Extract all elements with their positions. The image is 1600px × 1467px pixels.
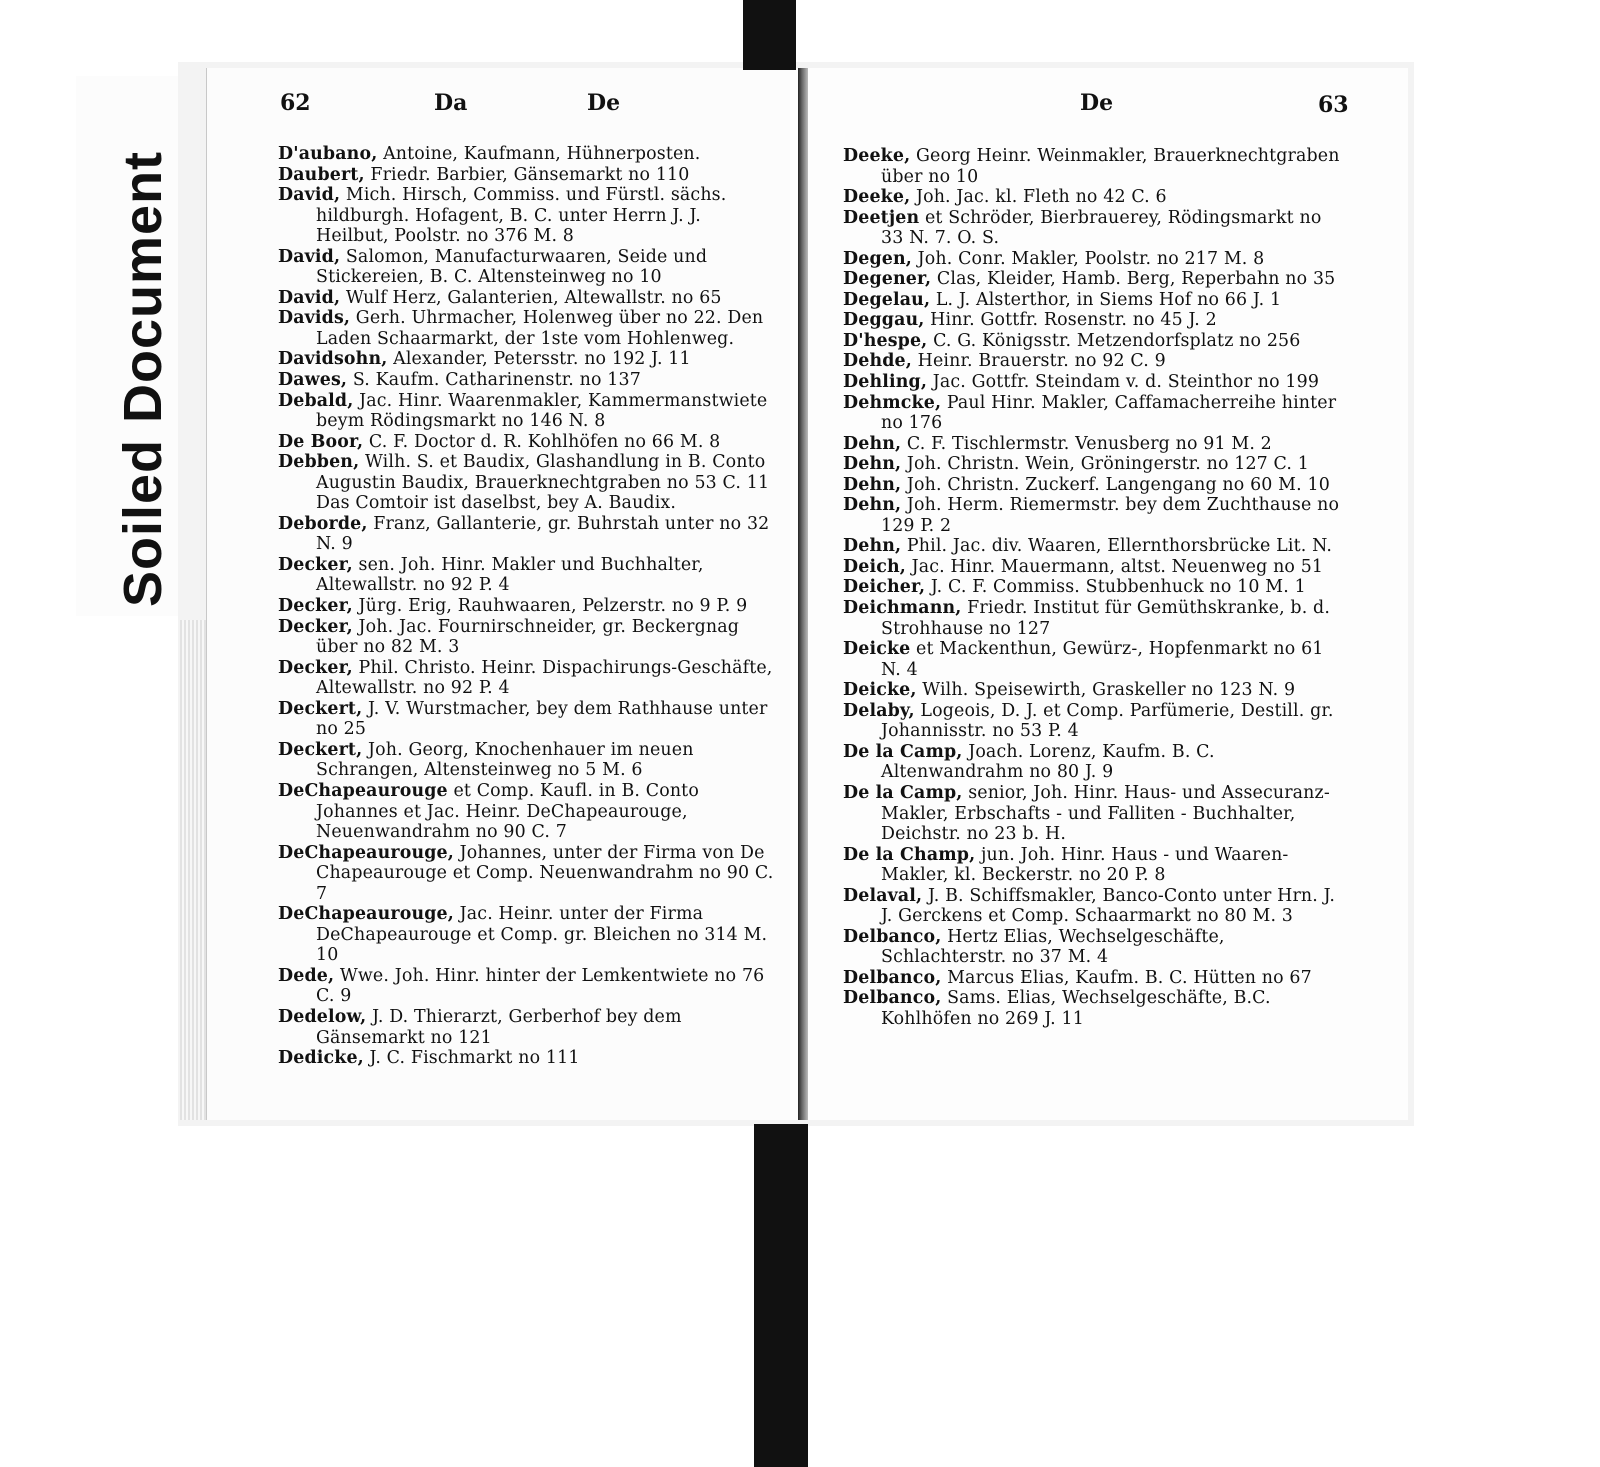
directory-entry bbox=[843, 372, 1349, 393]
entry-name: Dehn, bbox=[843, 433, 902, 454]
entry-name: Davids, bbox=[278, 308, 351, 329]
binding-clip-top bbox=[743, 0, 796, 70]
entry-name: De la Champ, bbox=[843, 844, 976, 865]
directory-entry bbox=[278, 144, 778, 165]
entry-name: Daubert, bbox=[278, 164, 365, 185]
entry-name: D'aubano, bbox=[278, 144, 378, 164]
entry-name: Debben, bbox=[278, 452, 360, 473]
soiled-document-label: Soiled Document bbox=[113, 150, 173, 607]
entry-details: Antoine, Kaufmann, Hühnerposten. bbox=[377, 144, 701, 164]
directory-entry bbox=[843, 886, 1349, 927]
entry-name: Delbanco, bbox=[843, 926, 942, 947]
directory-entry bbox=[843, 742, 1349, 783]
entry-name: Dehn, bbox=[843, 536, 902, 557]
entry-name: David, bbox=[278, 287, 341, 308]
right-page-number: 63 bbox=[1318, 92, 1349, 118]
entry-details: Friedr. Barbier, Gänsemarkt no 110 bbox=[364, 164, 690, 185]
entry-details: C. G. Königsstr. Metzendorfsplatz no 256 bbox=[927, 330, 1301, 351]
entry-details: J. C. F. Commiss. Stubbenhuck no 10 M. 1 bbox=[925, 577, 1306, 598]
entry-name: David, bbox=[278, 246, 341, 267]
directory-entry bbox=[278, 165, 778, 186]
entry-details: Jac. Hinr. Mauermann, altst. Neuenweg no 51 bbox=[905, 556, 1324, 577]
entry-details: Hinr. Gottfr. Rosenstr. no 45 J. 2 bbox=[924, 310, 1217, 331]
entry-name: Dehling, bbox=[843, 372, 928, 393]
directory-entry bbox=[278, 843, 778, 905]
left-guide-word-end: De bbox=[587, 90, 621, 116]
entry-name: Deborde, bbox=[278, 513, 368, 534]
directory-entry bbox=[278, 288, 778, 309]
entry-details: et Comp. Kaufl. in B. Conto Johannes et Jac. Heinr. DeChapeaurouge, Neuenwandrahm no 90 C. 7 bbox=[316, 780, 699, 843]
directory-entry bbox=[843, 393, 1349, 434]
entry-name: D'hespe, bbox=[843, 330, 928, 351]
directory-entry bbox=[843, 434, 1349, 455]
directory-entry bbox=[843, 475, 1349, 496]
entry-name: Davidsohn, bbox=[278, 349, 388, 370]
entry-name: Delbanco, bbox=[843, 967, 942, 988]
entry-details: Joh. Christn. Wein, Gröningerstr. no 127 C. 1 bbox=[901, 454, 1309, 475]
directory-entry bbox=[843, 845, 1349, 886]
entry-name: Decker, bbox=[278, 657, 353, 678]
entry-name: De la Camp, bbox=[843, 741, 963, 762]
entry-details: S. Kaufm. Catharinenstr. no 137 bbox=[347, 370, 641, 391]
entry-name: Deichmann, bbox=[843, 598, 962, 619]
entry-name: Dehde, bbox=[843, 351, 912, 372]
directory-entry bbox=[278, 617, 778, 658]
directory-entry bbox=[843, 310, 1349, 331]
entry-details: Clas, Kleider, Hamb. Berg, Reperbahn no 35 bbox=[931, 269, 1336, 290]
entry-details: J. C. Fischmarkt no 111 bbox=[363, 1048, 580, 1069]
book-gutter bbox=[798, 68, 808, 1120]
entry-details: C. F. Doctor d. R. Kohlhöfen no 66 M. 8 bbox=[363, 431, 721, 452]
entry-name: Deckert, bbox=[278, 739, 363, 760]
entry-details: Joh. Georg, Knochenhauer im neuen Schrangen, Altensteinweg no 5 M. 6 bbox=[316, 739, 694, 781]
entry-details: Joach. Lorenz, Kaufm. B. C. Altenwandrahm no 80 J. 9 bbox=[881, 741, 1215, 783]
directory-entry bbox=[278, 1048, 778, 1069]
left-page-number: 62 bbox=[280, 90, 311, 116]
directory-entry bbox=[278, 596, 778, 617]
right-directory-entries bbox=[843, 146, 1349, 1030]
entry-name: Dehn, bbox=[843, 474, 902, 495]
directory-entry bbox=[278, 966, 778, 1007]
entry-name: Debald, bbox=[278, 390, 354, 411]
entry-details: Jac. Hinr. Waarenmakler, Kammermanstwiete beym Rödingsmarkt no 146 N. 8 bbox=[316, 390, 768, 432]
directory-entry bbox=[278, 740, 778, 781]
entry-details: et Mackenthun, Gewürz-, Hopfenmarkt no 61 N. 4 bbox=[881, 639, 1324, 680]
entry-name: David, bbox=[278, 185, 341, 206]
directory-entry bbox=[843, 639, 1349, 680]
entry-details: Sams. Elias, Wechselgeschäfte, B.C. Kohlhöfen no 269 J. 11 bbox=[881, 988, 1271, 1029]
entry-details: Wilh. S. et Baudix, Glashandlung in B. Conto Augustin Baudix, Brauerknechtgraben no 53 C. 11 Das Comtoir ist daselbst, bey A. Baudix. bbox=[316, 452, 770, 514]
entry-details: sen. Joh. Hinr. Makler und Buchhalter, Altewallstr. no 92 P. 4 bbox=[316, 554, 704, 596]
entry-name: Deich, bbox=[843, 556, 906, 577]
entry-details: Franz, Gallanterie, gr. Buhrstah unter no 32 N. 9 bbox=[316, 513, 770, 555]
entry-details: Alexander, Petersstr. no 192 J. 11 bbox=[387, 349, 691, 370]
entry-details: Paul Hinr. Makler, Caffamacherreihe hinter no 176 bbox=[881, 392, 1337, 434]
entry-name: Deetjen bbox=[843, 207, 920, 228]
entry-details: Joh. Herm. Riemermstr. bey dem Zuchthause no 129 P. 2 bbox=[881, 495, 1340, 536]
directory-entry bbox=[843, 536, 1349, 557]
directory-entry bbox=[843, 249, 1349, 270]
entry-name: Dawes, bbox=[278, 370, 348, 391]
entry-name: Deeke, bbox=[843, 187, 911, 208]
entry-details: L. J. Alsterthor, in Siems Hof no 66 J. 1 bbox=[930, 289, 1282, 310]
entry-name: Deicher, bbox=[843, 577, 926, 598]
directory-entry bbox=[843, 208, 1349, 249]
entry-details: J. V. Wurstmacher, bey dem Rathhause unter no 25 bbox=[316, 698, 768, 740]
entry-details: C. F. Tischlermstr. Venusberg no 91 M. 2 bbox=[901, 433, 1272, 454]
entry-name: Degelau, bbox=[843, 289, 931, 310]
entry-details: Wilh. Speisewirth, Graskeller no 123 N. 9 bbox=[916, 680, 1296, 701]
entry-name: Degen, bbox=[843, 248, 912, 269]
directory-entry bbox=[278, 391, 778, 432]
entry-name: Deicke, bbox=[843, 680, 917, 701]
directory-entry bbox=[843, 187, 1349, 208]
entry-details: senior, Joh. Hinr. Haus- und Assecuranz-Makler, Erbschafts - und Falliten - Buchhalter, Deichstr. no 23 b. H. bbox=[881, 782, 1330, 845]
directory-entry bbox=[843, 331, 1349, 352]
directory-entry bbox=[278, 185, 778, 247]
entry-details: Wwe. Joh. Hinr. hinter der Lemkentwiete no 76 C. 9 bbox=[316, 965, 765, 1007]
directory-entry bbox=[278, 432, 778, 453]
directory-entry bbox=[843, 351, 1349, 372]
entry-name: Dede, bbox=[278, 965, 335, 986]
left-directory-entries bbox=[278, 144, 778, 1069]
entry-details: Marcus Elias, Kaufm. B. C. Hütten no 67 bbox=[941, 967, 1312, 988]
page-edges bbox=[180, 620, 206, 1120]
entry-name: Dehn, bbox=[843, 495, 902, 516]
directory-entry bbox=[278, 370, 778, 391]
entry-name: Decker, bbox=[278, 596, 353, 617]
entry-details: Joh. Conr. Makler, Poolstr. no 217 M. 8 bbox=[911, 248, 1265, 269]
entry-name: De la Camp, bbox=[843, 782, 963, 803]
entry-details: Joh. Jac. Fournirschneider, gr. Beckergnag über no 82 M. 3 bbox=[316, 616, 740, 658]
directory-entry bbox=[278, 904, 778, 966]
entry-name: Deeke, bbox=[843, 146, 911, 166]
directory-entry bbox=[843, 598, 1349, 639]
entry-details: Joh. Christn. Zuckerf. Langengang no 60 M. 10 bbox=[901, 474, 1330, 495]
directory-entry bbox=[843, 454, 1349, 475]
entry-details: Logeois, D. J. et Comp. Parfümerie, Destill. gr. Johannisstr. no 53 P. 4 bbox=[881, 700, 1334, 742]
right-guide-word: De bbox=[1080, 90, 1114, 116]
directory-entry bbox=[278, 658, 778, 699]
entry-name: DeChapeaurouge, bbox=[278, 842, 454, 863]
entry-details: Gerh. Uhrmacher, Holenweg über no 22. Den Laden Schaarmarkt, der 1ste vom Hohlenweg. bbox=[316, 308, 764, 349]
directory-entry bbox=[278, 514, 778, 555]
entry-name: DeChapeaurouge bbox=[278, 780, 448, 801]
entry-name: Dedicke, bbox=[278, 1048, 364, 1069]
entry-details: Friedr. Institut für Gemüthskranke, b. d. Strohhause no 127 bbox=[881, 598, 1331, 639]
entry-details: Phil. Jac. div. Waaren, Ellernthorsbrücke Lit. N. bbox=[901, 536, 1333, 557]
binding-clip-bottom bbox=[754, 1124, 808, 1467]
entry-name: Degener, bbox=[843, 269, 932, 290]
directory-entry bbox=[843, 968, 1349, 989]
entry-details: Johannes, unter der Firma von De Chapeaurouge et Comp. Neuenwandrahm no 90 C. 7 bbox=[316, 842, 774, 904]
entry-details: J. D. Thierarzt, Gerberhof bey dem Gänsemarkt no 121 bbox=[316, 1006, 682, 1048]
directory-entry bbox=[278, 781, 778, 843]
entry-details: jun. Joh. Hinr. Haus - und Waaren-Makler, kl. Beckerstr. no 20 P. 8 bbox=[881, 844, 1289, 886]
directory-entry bbox=[278, 699, 778, 740]
entry-name: Deicke bbox=[843, 639, 911, 660]
entry-name: DeChapeaurouge, bbox=[278, 904, 454, 925]
directory-entry bbox=[278, 349, 778, 370]
directory-entry bbox=[843, 290, 1349, 311]
entry-name: Dehmcke, bbox=[843, 392, 942, 413]
directory-entry bbox=[843, 783, 1349, 845]
directory-entry bbox=[843, 927, 1349, 968]
entry-details: Jac. Gottfr. Steindam v. d. Steinthor no 199 bbox=[927, 372, 1320, 393]
entry-details: Jürg. Erig, Rauhwaaren, Pelzerstr. no 9 P. 9 bbox=[352, 596, 748, 617]
directory-entry bbox=[843, 701, 1349, 742]
entry-name: Decker, bbox=[278, 554, 353, 575]
entry-details: et Schröder, Bierbrauerey, Rödingsmarkt no 33 N. 7. O. S. bbox=[881, 207, 1322, 249]
entry-name: Deckert, bbox=[278, 698, 363, 719]
directory-entry bbox=[278, 1007, 778, 1048]
entry-details: Hertz Elias, Wechselgeschäfte, Schlachterstr. no 37 M. 4 bbox=[881, 926, 1225, 968]
entry-details: Joh. Jac. kl. Fleth no 42 C. 6 bbox=[910, 187, 1167, 208]
entry-name: Deggau, bbox=[843, 310, 925, 331]
entry-details: Georg Heinr. Weinmakler, Brauerknechtgraben über no 10 bbox=[881, 146, 1340, 187]
directory-entry bbox=[843, 680, 1349, 701]
directory-entry bbox=[843, 988, 1349, 1029]
left-guide-word-start: Da bbox=[434, 90, 468, 116]
directory-entry bbox=[843, 146, 1349, 187]
entry-name: De Boor, bbox=[278, 431, 364, 452]
entry-name: Delaval, bbox=[843, 885, 923, 906]
directory-entry bbox=[278, 452, 778, 514]
directory-entry bbox=[278, 308, 778, 349]
entry-details: Salomon, Manufacturwaaren, Seide und Stickereien, B. C. Altensteinweg no 10 bbox=[316, 246, 708, 288]
directory-entry bbox=[843, 577, 1349, 598]
entry-name: Dedelow, bbox=[278, 1006, 367, 1027]
entry-details: Wulf Herz, Galanterien, Altewallstr. no 65 bbox=[340, 287, 722, 308]
entry-details: Jac. Heinr. unter der Firma DeChapeaurouge et Comp. gr. Bleichen no 314 M. 10 bbox=[316, 904, 768, 966]
entry-name: Decker, bbox=[278, 616, 353, 637]
entry-details: Mich. Hirsch, Commiss. und Fürstl. sächs. hildburgh. Hofagent, B. C. unter Herrn J. J. Heilbut, Poolstr. no 376 M. 8 bbox=[316, 185, 727, 247]
entry-name: Delaby, bbox=[843, 700, 915, 721]
directory-entry bbox=[843, 495, 1349, 536]
directory-entry bbox=[843, 557, 1349, 578]
directory-entry bbox=[278, 247, 778, 288]
entry-name: Delbanco, bbox=[843, 988, 942, 1009]
entry-details: J. B. Schiffsmakler, Banco-Conto unter Hrn. J. J. Gerckens et Comp. Schaarmarkt no 80 M. 3 bbox=[881, 885, 1336, 927]
directory-entry bbox=[843, 269, 1349, 290]
directory-entry bbox=[278, 555, 778, 596]
entry-name: Dehn, bbox=[843, 454, 902, 475]
entry-details: Phil. Christo. Heinr. Dispachirungs-Geschäfte, Altewallstr. no 92 P. 4 bbox=[316, 657, 773, 699]
entry-details: Heinr. Brauerstr. no 92 C. 9 bbox=[911, 351, 1166, 372]
